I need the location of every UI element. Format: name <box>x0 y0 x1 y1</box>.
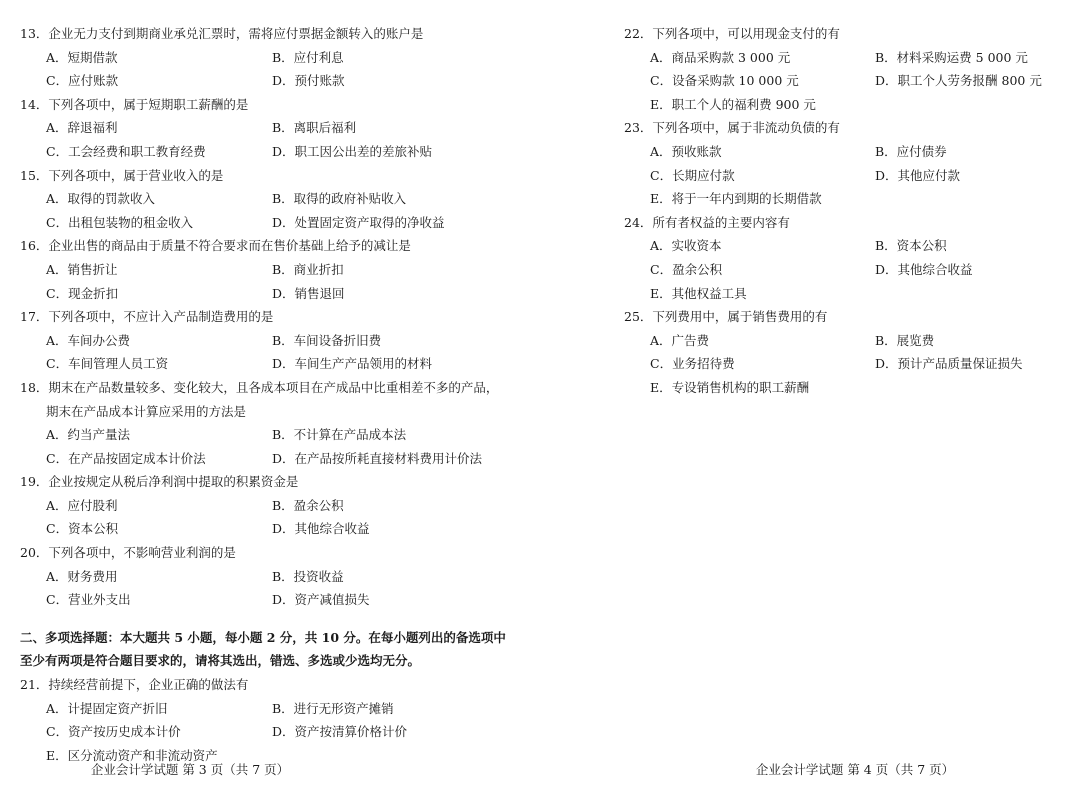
page-footer: 企业会计学试题 第 4 页（共 7 页） <box>755 762 955 777</box>
option-d: D．资产按清算价格计价 <box>272 724 408 740</box>
option-c: C．现金折扣 <box>46 285 119 301</box>
question-stem: 25．下列费用中，属于销售费用的有 <box>624 309 828 325</box>
option-c: C．资本公积 <box>46 521 119 537</box>
option-row <box>624 234 1074 258</box>
spacer <box>20 612 520 626</box>
option-c: C．车间管理人员工资 <box>46 356 169 372</box>
option-d: D．其他综合收益 <box>272 521 370 537</box>
option-d: D．处置固定资产取得的净收益 <box>272 214 445 230</box>
option-row <box>20 211 520 235</box>
option-row <box>20 517 520 541</box>
option-e: E．其他权益工具 <box>650 285 747 301</box>
page-footer: 企业会计学试题 第 3 页（共 7 页） <box>90 762 290 777</box>
question-stem: 22．下列各项中，可以用现金支付的有 <box>624 26 840 41</box>
option-row <box>624 164 1074 188</box>
option-row <box>20 69 520 93</box>
section-heading-line: 二、多项选择题：本大题共 5 小题，每小题 2 分，共 10 分。在每小题列出的备选项中 <box>20 629 506 645</box>
option-row <box>20 494 520 518</box>
option-c: C．长期应付款 <box>650 167 735 183</box>
option-row <box>20 423 520 447</box>
option-row <box>624 352 1074 376</box>
option-row <box>20 588 520 612</box>
question-stem: 13．企业无力支付到期商业承兑汇票时，需将应付票据金额转入的账户是 <box>20 26 424 41</box>
option-row <box>20 352 520 376</box>
option-row <box>20 329 520 353</box>
option-row <box>624 46 1074 70</box>
option-a: A．计提固定资产折旧 <box>46 700 168 716</box>
question-stem: 19．企业按规定从税后净利润中提取的积累资金是 <box>20 474 299 490</box>
question-stem: 14．下列各项中，属于短期职工薪酬的是 <box>20 96 249 112</box>
question-25 <box>624 305 1074 399</box>
option-d: D．职工个人劳务报酬 800 元 <box>875 73 1042 89</box>
page-3 <box>0 0 540 812</box>
option-a: A．短期借款 <box>46 49 118 65</box>
question-16 <box>20 234 520 305</box>
option-b: B．取得的政府补贴收入 <box>272 191 407 207</box>
option-d: D．车间生产产品领用的材料 <box>272 356 433 372</box>
option-b: B．展览费 <box>875 332 935 348</box>
option-row <box>20 46 520 70</box>
option-row <box>20 140 520 164</box>
option-c: C．资产按历史成本计价 <box>46 724 181 740</box>
option-e: E．区分流动资产和非流动资产 <box>46 747 218 763</box>
question-stem: 16．企业出售的商品由于质量不符合要求而在售价基础上给予的减让是 <box>20 238 411 254</box>
option-row <box>20 116 520 140</box>
question-14 <box>20 93 520 164</box>
question-stem: 15．下列各项中，属于营业收入的是 <box>20 167 224 183</box>
question-24 <box>624 211 1074 305</box>
option-row <box>624 93 1074 117</box>
question-19 <box>20 470 520 541</box>
option-row <box>624 329 1074 353</box>
option-e: E．职工个人的福利费 900 元 <box>650 96 816 112</box>
question-stem: 17．下列各项中，不应计入产品制造费用的是 <box>20 309 274 325</box>
question-stem: 24．所有者权益的主要内容有 <box>624 214 790 230</box>
option-row <box>624 187 1074 211</box>
option-b: B．商业折扣 <box>272 261 344 277</box>
section-heading-multiple-choice <box>20 626 520 673</box>
question-15 <box>20 164 520 235</box>
option-a: A．实收资本 <box>650 238 722 254</box>
option-b: B．盈余公积 <box>272 497 344 513</box>
option-row <box>20 187 520 211</box>
section-heading-line: 至少有两项是符合题目要求的，请将其选出，错选、多选或少选均无分。 <box>20 653 421 669</box>
option-a: A．约当产量法 <box>46 427 131 443</box>
option-c: C．工会经费和职工教育经费 <box>46 143 206 159</box>
option-c: C．营业外支出 <box>46 592 131 608</box>
option-d: D．预计产品质量保证损失 <box>875 356 1023 372</box>
question-stem-continued: 期末在产品成本计算应采用的方法是 <box>46 403 247 419</box>
option-d: D．销售退回 <box>272 285 345 301</box>
option-row <box>20 258 520 282</box>
option-b: B．投资收益 <box>272 568 344 584</box>
option-a: A．应付股利 <box>46 497 118 513</box>
option-a: A．销售折让 <box>46 261 118 277</box>
question-stem: 23．下列各项中，属于非流动负债的有 <box>624 120 840 136</box>
question-20 <box>20 541 520 612</box>
question-column-right <box>624 22 1074 400</box>
question-stem: 18．期末在产品数量较多、变化较大，且各成本项目在产成品中比重相差不多的产品， <box>20 379 499 395</box>
option-b: B．离职后福利 <box>272 120 357 136</box>
option-d: D．职工因公出差的差旅补贴 <box>272 143 433 159</box>
question-stem: 21．持续经营前提下，企业正确的做法有 <box>20 677 249 693</box>
question-17 <box>20 305 520 376</box>
option-a: A．财务费用 <box>46 568 118 584</box>
option-row <box>624 69 1074 93</box>
question-21 <box>20 673 520 767</box>
question-18 <box>20 376 520 470</box>
option-a: A．广告费 <box>650 332 710 348</box>
option-a: A．取得的罚款收入 <box>46 191 156 207</box>
option-c: C．业务招待费 <box>650 356 735 372</box>
option-b: B．资本公积 <box>875 238 947 254</box>
question-22 <box>624 22 1074 116</box>
option-c: C．出租包装物的租金收入 <box>46 214 194 230</box>
option-row <box>20 720 520 744</box>
option-b: B．车间设备折旧费 <box>272 332 382 348</box>
option-a: A．预收账款 <box>650 143 722 159</box>
option-c: C．应付账款 <box>46 73 119 89</box>
option-a: A．辞退福利 <box>46 120 118 136</box>
option-row <box>20 697 520 721</box>
question-13 <box>20 22 520 93</box>
option-d: D．其他综合收益 <box>875 261 973 277</box>
option-d: D．其他应付款 <box>875 167 961 183</box>
option-e: E．将于一年内到期的长期借款 <box>650 191 822 207</box>
option-b: B．应付债券 <box>875 143 947 159</box>
option-row <box>624 258 1074 282</box>
option-e: E．专设销售机构的职工薪酬 <box>650 379 810 395</box>
option-b: B．材料采购运费 5 000 元 <box>875 49 1028 65</box>
question-column-left <box>20 22 520 767</box>
option-row <box>624 140 1074 164</box>
option-a: A．车间办公费 <box>46 332 131 348</box>
question-23 <box>624 116 1074 210</box>
option-d: D．资产减值损失 <box>272 592 370 608</box>
option-row <box>20 282 520 306</box>
question-stem: 20．下列各项中，不影响营业利润的是 <box>20 545 236 561</box>
option-row <box>20 447 520 471</box>
option-b: B．进行无形资产摊销 <box>272 700 394 716</box>
option-c: C．设备采购款 10 000 元 <box>650 73 799 89</box>
option-d: D．在产品按所耗直接材料费用计价法 <box>272 450 483 466</box>
option-row <box>624 282 1074 306</box>
option-d: D．预付账款 <box>272 73 345 89</box>
option-c: C．在产品按固定成本计价法 <box>46 450 206 466</box>
option-a: A．商品采购款 3 000 元 <box>650 49 791 65</box>
option-row <box>20 565 520 589</box>
option-row <box>624 376 1074 400</box>
option-b: B．应付利息 <box>272 49 344 65</box>
page-4 <box>540 0 1081 812</box>
option-b: B．不计算在产品成本法 <box>272 427 407 443</box>
option-c: C．盈余公积 <box>650 261 723 277</box>
